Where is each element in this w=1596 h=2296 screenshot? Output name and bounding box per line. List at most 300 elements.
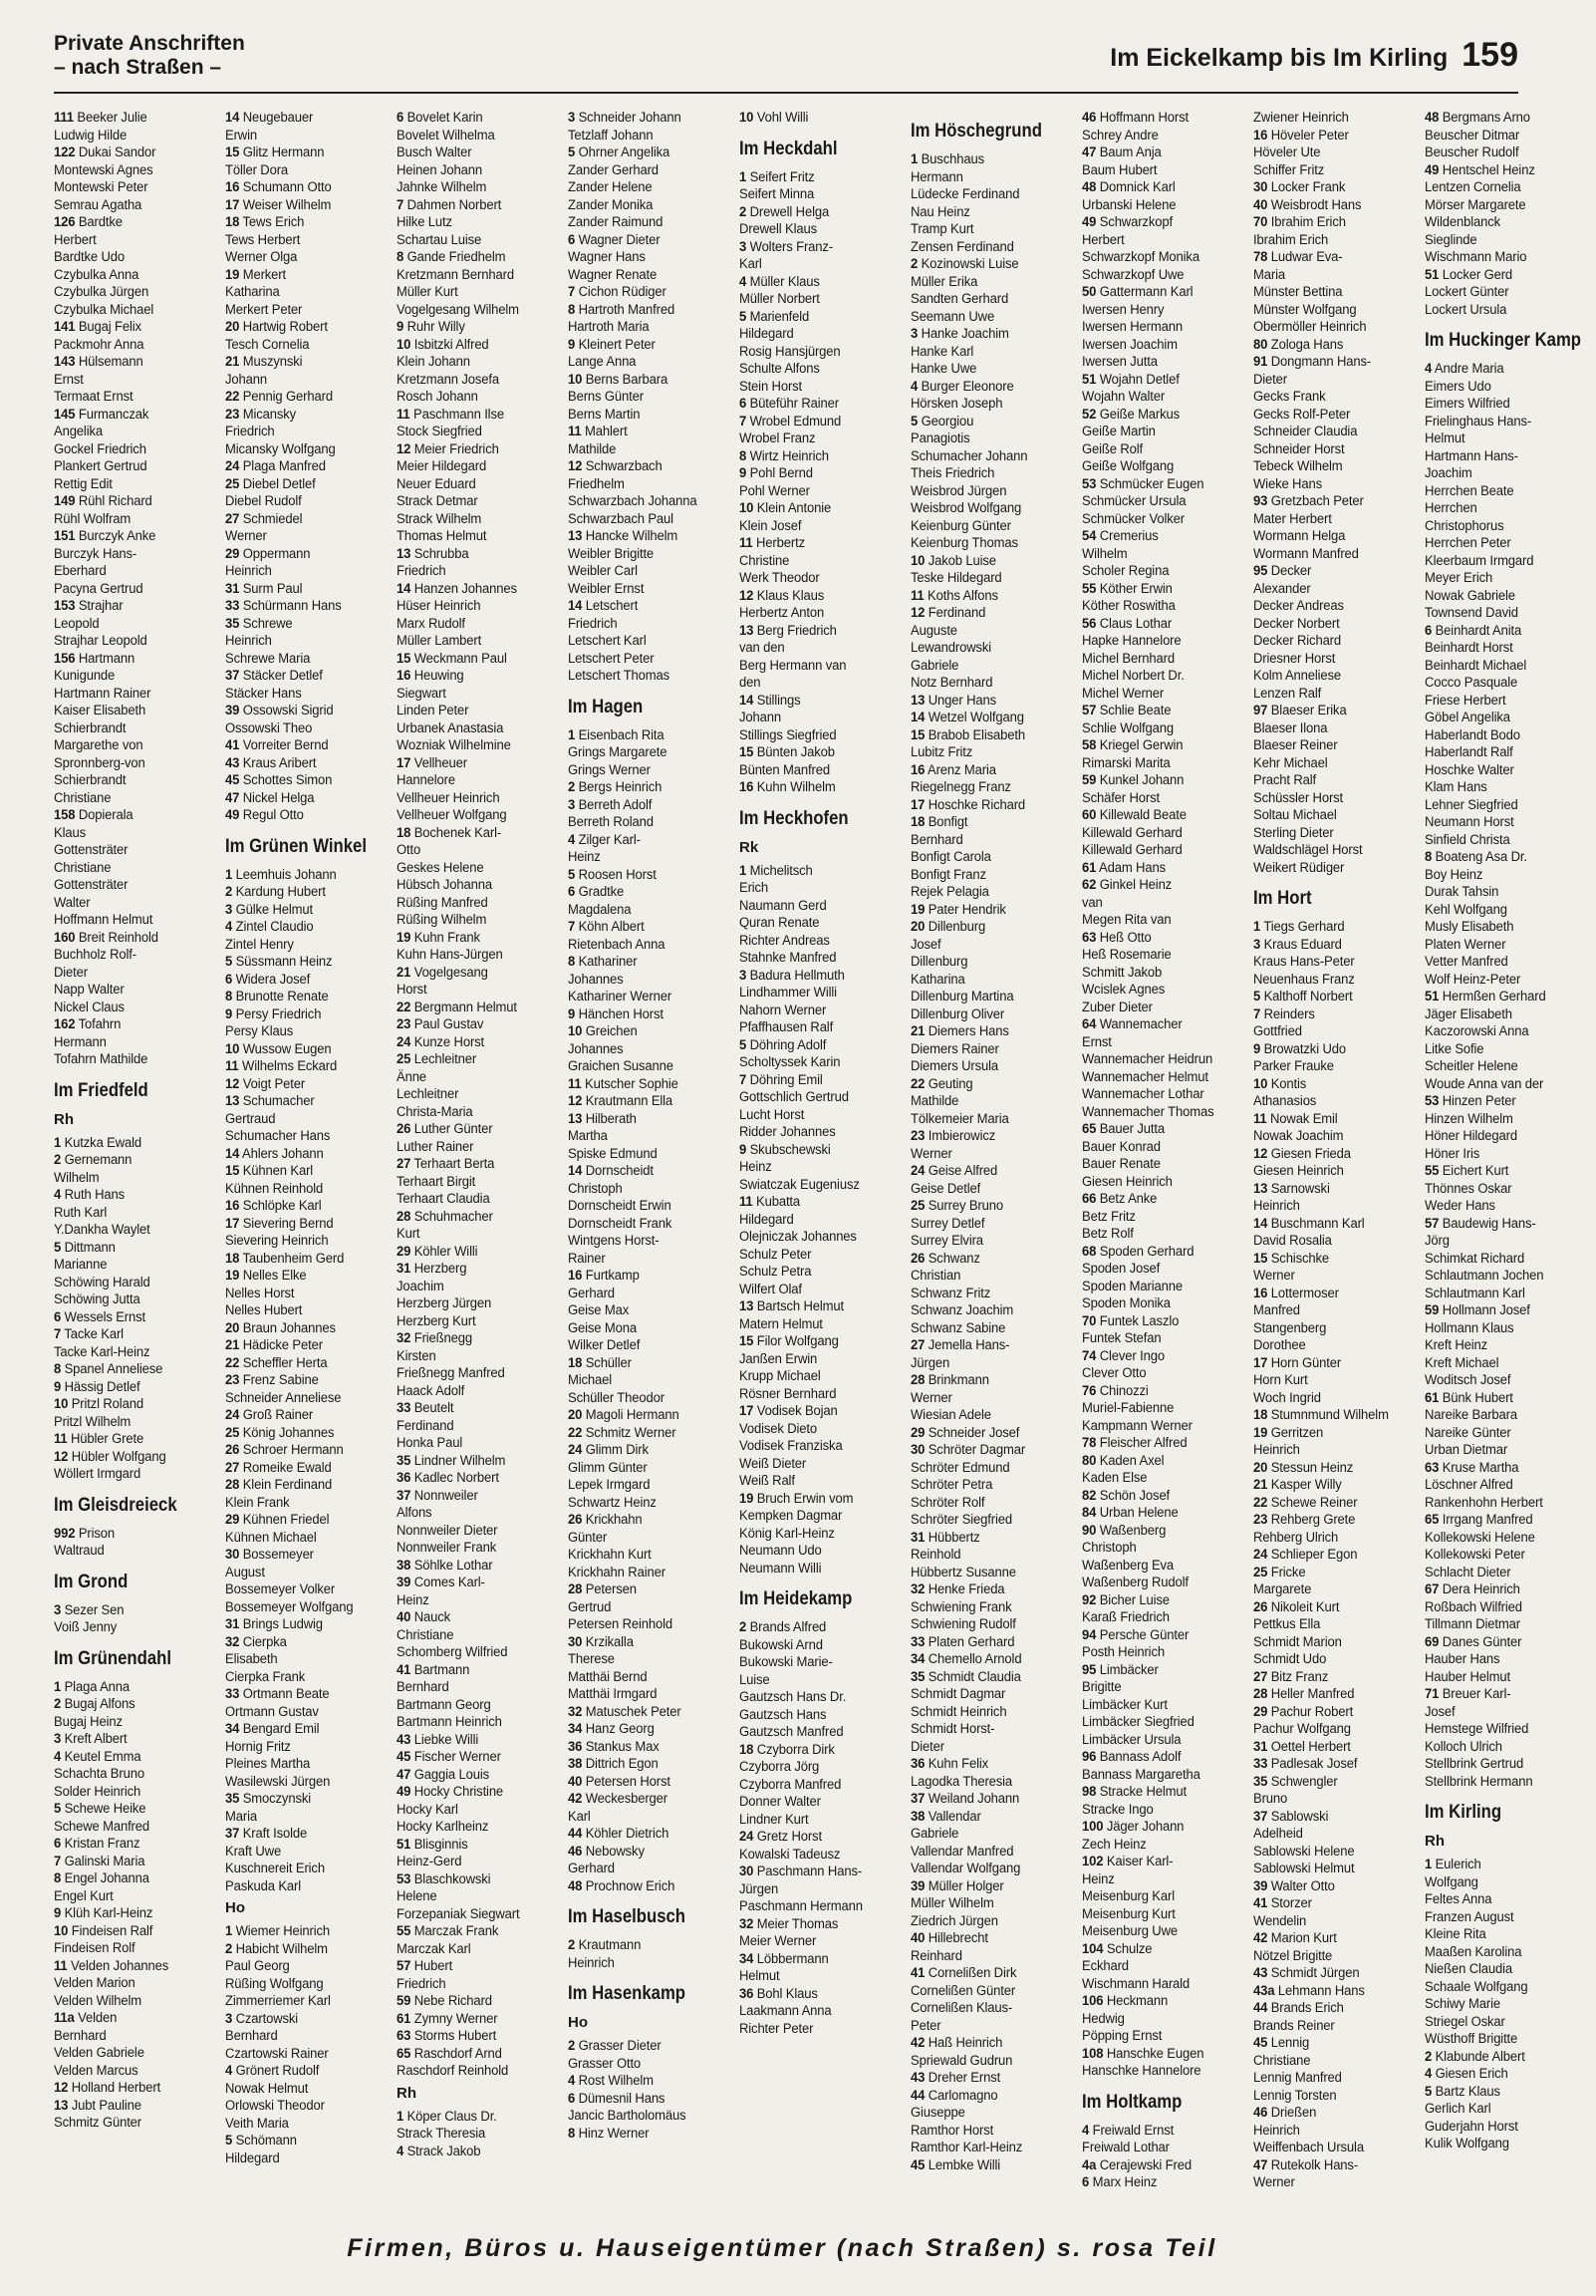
resident-entry: Wojahn Walter: [1082, 389, 1166, 405]
resident-entry: Mathilde: [911, 1093, 959, 1109]
house-number: 7: [1253, 1005, 1261, 1022]
resident-entry: 7 Wrobel Edmund: [739, 413, 842, 430]
resident-entry: Kathariner Werner: [568, 989, 672, 1004]
resident-entry: 39 Comes Karl-: [397, 1575, 485, 1590]
resident-entry: 13 Hilberath: [568, 1110, 637, 1127]
house-number: 18: [911, 814, 926, 830]
resident-entry: Wildenblanck: [1425, 214, 1500, 230]
resident-entry: 153 Strajhar: [54, 598, 124, 614]
resident-entry: 14 Stillings: [739, 692, 801, 709]
house-number: 59: [397, 1993, 411, 2009]
resident-entry: Therese: [568, 1651, 615, 1667]
house-number: 102: [1082, 1854, 1104, 1869]
house-number: 49: [225, 807, 240, 823]
resident-entry: 61 Zymny Werner: [397, 2010, 498, 2027]
resident-entry: Herrchen: [1425, 500, 1477, 516]
resident-entry: Sablowski Helmut: [1253, 1861, 1355, 1876]
resident-entry: 1 Kutzka Ewald: [54, 1134, 142, 1151]
resident-entry: 24 Groß Rainer: [225, 1407, 314, 1423]
resident-entry: Townsend David: [1425, 605, 1518, 621]
resident-entry: Velden Marcus: [54, 2062, 138, 2079]
resident-entry: 23 Frenz Sabine: [225, 1372, 319, 1388]
house-number: 29: [911, 1424, 926, 1441]
resident-entry: van: [1082, 894, 1103, 911]
page-header: [54, 30, 1518, 94]
resident-entry: Karl: [568, 1808, 591, 1825]
resident-entry: Hinzen Wilhelm: [1425, 1110, 1513, 1127]
resident-entry: Zimmerriemer Karl: [225, 1993, 331, 2009]
house-number: 16: [225, 179, 240, 195]
district-code: Ho: [568, 2014, 588, 2031]
resident-entry: Klein Johann: [397, 354, 470, 370]
resident-entry: Lange Anna: [568, 354, 637, 370]
resident-entry: 3 Czartowski: [225, 2010, 299, 2027]
house-number: 97: [1253, 703, 1268, 718]
street-heading: Im Grond: [54, 1571, 129, 1592]
resident-entry: Strajhar Leopold: [54, 633, 147, 649]
resident-entry: Seemann Uwe: [911, 308, 995, 325]
resident-entry: Posth Heinrich: [1082, 1644, 1165, 1660]
resident-entry: 46 Nebowsky: [568, 1843, 645, 1860]
resident-entry: 22 Geuting: [911, 1075, 973, 1092]
resident-entry: 6 Gradtke: [568, 884, 625, 900]
resident-entry: Josef: [911, 936, 941, 953]
resident-entry: Terhaart Birgit: [397, 1173, 476, 1190]
resident-entry: 21 Vogelgesang: [397, 964, 488, 981]
house-number: 16: [225, 1198, 240, 1214]
resident-entry: 19 Merkert: [225, 266, 287, 283]
resident-entry: Elisabeth: [225, 1651, 278, 1667]
resident-entry: Waßenberg Eva: [1082, 1557, 1175, 1574]
resident-entry: Vallendar Manfred: [911, 1843, 1014, 1860]
resident-entry: Lindhammer Willi: [739, 985, 837, 1001]
resident-entry: 24 Kunze Horst: [397, 1033, 485, 1050]
house-number: 55: [397, 1923, 411, 1939]
house-number: 3: [568, 110, 576, 126]
resident-entry: 13 Berg Friedrich: [739, 622, 837, 639]
resident-entry: 11 Herbertz: [739, 535, 805, 551]
resident-entry: Linden Peter: [397, 703, 469, 718]
resident-entry: 14 Letschert: [568, 598, 639, 614]
house-number: 61: [397, 2010, 411, 2027]
resident-entry: 24 Gretz Horst: [739, 1829, 822, 1845]
resident-entry: Surrey Elvira: [911, 1233, 983, 1249]
house-number: 1: [225, 866, 233, 883]
house-number: 151: [54, 528, 76, 544]
resident-entry: Weikert Rüdiger: [1253, 859, 1345, 876]
resident-entry: 39 Ossowski Sigrid: [225, 703, 334, 718]
resident-entry: 5 Schewe Heike: [54, 1801, 146, 1817]
resident-entry: Schwartz Heinz: [568, 1494, 657, 1511]
house-number: 22: [225, 389, 240, 405]
resident-entry: Schmitt Jakob: [1082, 964, 1163, 981]
resident-entry: Martha: [568, 1128, 608, 1144]
resident-entry: 49 Schwarzkopf: [1082, 214, 1173, 230]
directory-column-9: [1425, 110, 1596, 2207]
resident-entry: Hedwig: [1082, 2010, 1125, 2027]
resident-entry: Terhaart Claudia: [397, 1191, 490, 1207]
resident-entry: Jahnke Wilhelm: [397, 179, 487, 195]
resident-entry: 9 Hässig Detlef: [54, 1378, 140, 1395]
house-number: 93: [1253, 493, 1268, 509]
house-number: 3: [911, 326, 919, 342]
house-number: 71: [1425, 1686, 1440, 1702]
resident-entry: 34 Hanz Georg: [568, 1721, 655, 1737]
resident-entry: Soltau Michael: [1253, 807, 1337, 823]
resident-entry: Kühnen Reinhold: [225, 1180, 324, 1197]
house-number: 9: [225, 1005, 233, 1022]
house-number: 57: [397, 1958, 411, 1974]
house-number: 10: [911, 552, 926, 569]
resident-entry: 55 Marczak Frank: [397, 1923, 499, 1939]
resident-entry: 14 Ahlers Johann: [225, 1145, 324, 1162]
resident-entry: Christiane: [1253, 2052, 1311, 2069]
house-number: 11: [397, 406, 410, 423]
resident-entry: Bernhard: [54, 2027, 107, 2044]
resident-entry: Vetter Manfred: [1425, 954, 1508, 970]
house-number: 4: [54, 1187, 62, 1203]
resident-entry: Stein Horst: [739, 378, 803, 395]
resident-entry: Tetzlaff Johann: [568, 127, 654, 144]
resident-entry: Wagner Hans: [568, 249, 646, 265]
resident-entry: Magdalena: [568, 901, 632, 918]
resident-entry: Thomas Helmut: [397, 528, 487, 544]
resident-entry: Meyer Erich: [1425, 570, 1493, 586]
resident-entry: Dillenburg: [911, 954, 968, 970]
resident-entry: Bukowski Marie-: [739, 1654, 833, 1670]
resident-entry: Nareike Günter: [1425, 1424, 1511, 1441]
resident-entry: Stäcker Hans: [225, 685, 302, 702]
resident-entry: Bossemeyer Volker: [225, 1581, 336, 1597]
resident-entry: Richter Peter: [739, 2020, 814, 2037]
resident-entry: Joachim: [1425, 465, 1472, 481]
resident-entry: 29 Oppermann: [225, 545, 311, 562]
resident-entry: 63 Heß Otto: [1082, 929, 1152, 946]
house-number: 15: [739, 744, 754, 760]
resident-entry: Müller Kurt: [397, 284, 458, 300]
house-number: 35: [225, 1791, 240, 1807]
house-number: 6: [1425, 622, 1433, 639]
resident-entry: 17 Hoschke Richard: [911, 796, 1026, 813]
resident-entry: Münster Bettina: [1253, 284, 1343, 300]
resident-entry: Schlautmann Jochen: [1425, 1268, 1544, 1284]
house-number: 8: [397, 249, 404, 265]
resident-entry: Schierbrandt: [54, 719, 127, 736]
house-number: 41: [225, 737, 240, 753]
resident-entry: 6 Widera Josef: [225, 971, 311, 988]
resident-entry: 57 Hubert: [397, 1958, 453, 1974]
house-number: 4: [911, 378, 919, 395]
resident-entry: Bauer Konrad: [1082, 1138, 1161, 1155]
house-number: 53: [1425, 1093, 1440, 1109]
house-number: 33: [225, 598, 240, 614]
resident-entry: 10 Wussow Eugen: [225, 1040, 332, 1057]
resident-entry: 67 Dera Heinrich: [1425, 1581, 1520, 1597]
resident-entry: Berreth Roland: [568, 814, 654, 830]
house-number: 3: [739, 967, 747, 984]
resident-entry: Olejniczak Johannes: [739, 1229, 857, 1245]
resident-entry: Alfons: [397, 1505, 432, 1521]
resident-entry: 45 Schottes Simon: [225, 772, 333, 788]
resident-entry: 8 Engel Johanna: [54, 1870, 149, 1886]
resident-entry: Pfaffhausen Ralf: [739, 1019, 834, 1035]
resident-entry: Heinz-Gerd: [397, 1854, 462, 1869]
resident-entry: Meisenburg Karl: [1082, 1888, 1175, 1904]
resident-entry: Joachim: [397, 1278, 444, 1294]
resident-entry: 4 Burger Eleonore: [911, 378, 1014, 395]
resident-entry: Wormann Helga: [1253, 528, 1346, 544]
resident-entry: Ridder Johannes: [739, 1124, 836, 1140]
house-number: 84: [1082, 1505, 1097, 1521]
resident-entry: 47 Gaggia Louis: [397, 1766, 490, 1783]
resident-entry: 31 Surm Paul: [225, 580, 303, 597]
resident-entry: Nau Heinz: [911, 203, 970, 220]
house-number: 37: [911, 1791, 926, 1807]
resident-entry: 3 Sezer Sen: [54, 1601, 125, 1618]
resident-entry: 28 Klein Ferdinand: [225, 1477, 333, 1493]
resident-entry: Friedhelm: [568, 475, 625, 492]
resident-entry: Schimkat Richard: [1425, 1250, 1525, 1267]
house-number: 19: [911, 901, 926, 918]
resident-entry: Lindner Kurt: [739, 1811, 809, 1828]
resident-entry: 38 Söhlke Lothar: [397, 1557, 493, 1574]
resident-entry: 24 Plaga Manfred: [225, 458, 326, 474]
resident-entry: Woude Anna van der: [1425, 1075, 1544, 1092]
resident-entry: Wannemacher Heidrun: [1082, 1051, 1213, 1067]
house-number: 4: [568, 2073, 576, 2089]
resident-entry: 143 Hülsemann: [54, 354, 143, 370]
resident-entry: Hannelore: [397, 772, 455, 788]
house-number: 41: [1253, 1895, 1268, 1911]
resident-entry: Hildegard: [739, 326, 794, 342]
resident-entry: Eckhard: [1082, 1958, 1129, 1974]
resident-entry: Dieter: [911, 1738, 944, 1755]
resident-entry: Vodisek Franziska: [739, 1438, 843, 1454]
resident-entry: 7 Dahmen Norbert: [397, 196, 502, 213]
resident-entry: Kuschnereit Erich: [225, 1861, 325, 1876]
resident-entry: Tesch Cornelia: [225, 336, 310, 353]
resident-entry: 44 Brands Erich: [1253, 2000, 1344, 2016]
house-number: 19: [225, 266, 240, 283]
resident-entry: 24 Schlieper Egon: [1253, 1547, 1358, 1563]
house-number: 16: [1253, 127, 1268, 144]
resident-entry: Hermann: [911, 168, 963, 185]
resident-entry: 23 Rehberg Grete: [1253, 1512, 1356, 1528]
resident-entry: Kraus Hans-Peter: [1253, 954, 1355, 970]
resident-entry: Hilke Lutz: [397, 214, 452, 230]
resident-entry: 31 Hübbertz: [911, 1529, 980, 1546]
house-number: 992: [54, 1525, 76, 1542]
house-number: 42: [911, 2035, 926, 2051]
resident-entry: Helmut: [1425, 430, 1465, 446]
resident-entry: Lehner Siegfried: [1425, 796, 1518, 813]
resident-entry: Hornig Fritz: [225, 1738, 291, 1755]
resident-entry: Klam Hans: [1425, 779, 1487, 795]
resident-entry: Nickel Claus: [54, 999, 125, 1015]
resident-entry: Micansky Wolfgang: [225, 440, 336, 457]
resident-entry: 40 Weisbrodt Hans: [1253, 196, 1362, 213]
resident-entry: Teske Hildegard: [911, 570, 1002, 586]
resident-entry: 13 Unger Hans: [911, 692, 997, 709]
resident-entry: 149 Rühl Richard: [54, 493, 152, 509]
resident-entry: 45 Fischer Werner: [397, 1749, 501, 1765]
resident-entry: 34 Löbbermann: [739, 1950, 829, 1967]
resident-entry: Gabriele: [911, 657, 959, 674]
resident-entry: 57 Baudewig Hans-: [1425, 1215, 1536, 1232]
resident-entry: Matthäi Bernd: [568, 1668, 648, 1685]
resident-entry: Müller Lambert: [397, 633, 482, 649]
resident-entry: Berns Günter: [568, 389, 644, 405]
resident-entry: Nareike Barbara: [1425, 1407, 1517, 1423]
resident-entry: 11 Kutscher Sophie: [568, 1075, 678, 1092]
resident-entry: Zwiener Heinrich: [1253, 110, 1349, 126]
resident-entry: Spronnberg-von: [54, 754, 145, 771]
resident-entry: Johann: [739, 710, 782, 725]
resident-entry: Herzberg Kurt: [397, 1312, 476, 1329]
resident-entry: Christoph: [568, 1180, 623, 1197]
resident-entry: 3 Kraus Eduard: [1253, 936, 1342, 953]
resident-entry: 11 Paschmann Ilse: [397, 406, 504, 423]
resident-entry: 12 Holland Herbert: [54, 2080, 161, 2096]
resident-entry: Schlie Wolfgang: [1082, 719, 1175, 736]
house-number: 23: [225, 406, 240, 423]
resident-entry: Dieter: [1253, 371, 1287, 388]
house-number: 10: [225, 1040, 240, 1057]
resident-entry: 145 Furmanczak: [54, 406, 149, 423]
house-number: 24: [397, 1033, 411, 1050]
resident-entry: Wieke Hans: [1253, 475, 1322, 492]
house-number: 36: [739, 1985, 754, 2002]
house-number: 20: [568, 1407, 583, 1423]
resident-entry: Czybulka Jürgen: [54, 284, 149, 300]
house-number: 4: [568, 831, 576, 848]
resident-entry: Rüßing Wolfgang: [225, 1975, 324, 1992]
resident-entry: Panagiotis: [911, 430, 970, 446]
resident-entry: Y.Dankha Waylet: [54, 1222, 150, 1238]
resident-entry: 2 Krautmann: [568, 1937, 642, 1953]
directory-column-2: [225, 110, 397, 2207]
resident-entry: 26 Nikoleit Kurt: [1253, 1598, 1340, 1615]
house-number: 47: [397, 1766, 411, 1783]
resident-entry: Pettkus Ella: [1253, 1616, 1321, 1632]
resident-entry: 20 Stessun Heinz: [1253, 1459, 1354, 1476]
house-number: 39: [397, 1575, 411, 1590]
house-number: 65: [1425, 1512, 1440, 1528]
directory-column-1: [54, 110, 225, 2207]
resident-entry: Johann: [225, 371, 268, 388]
resident-entry: Haberlandt Bodo: [1425, 726, 1520, 743]
resident-entry: 23 Micansky: [225, 406, 297, 423]
resident-entry: Haack Adolf: [397, 1382, 465, 1399]
resident-entry: Werner: [911, 1145, 952, 1162]
resident-entry: 10 Findeisen Ralf: [54, 1922, 153, 1939]
house-number: 16: [568, 1268, 583, 1284]
resident-entry: 9 Pohl Bernd: [739, 465, 813, 481]
resident-entry: Vellheuer Wolfgang: [397, 807, 507, 823]
resident-entry: Ernst: [54, 371, 84, 388]
resident-entry: Schöwing Jutta: [54, 1292, 140, 1307]
resident-entry: Waltraud: [54, 1543, 105, 1559]
resident-entry: Löschner Alfred: [1425, 1477, 1513, 1493]
house-number: 26: [397, 1121, 411, 1137]
resident-entry: 65 Irrgang Manfred: [1425, 1512, 1533, 1528]
resident-entry: 11 Velden Johannes: [54, 1957, 169, 1974]
resident-entry: Keienburg Thomas: [911, 535, 1018, 551]
resident-entry: Wannemacher Helmut: [1082, 1068, 1208, 1085]
house-number: 9: [568, 1005, 576, 1022]
resident-entry: Iwersen Henry: [1082, 301, 1165, 318]
resident-entry: 39 Müller Holger: [911, 1877, 1004, 1894]
house-number: 1: [1425, 1857, 1433, 1872]
resident-entry: Horst: [397, 982, 427, 998]
resident-entry: Matern Helmut: [739, 1315, 823, 1332]
house-number: 90: [1082, 1522, 1097, 1539]
house-number: 10: [1253, 1075, 1268, 1092]
house-number: 59: [1425, 1302, 1440, 1318]
resident-entry: Strack Theresia: [397, 2126, 486, 2142]
house-number: 40: [568, 1773, 583, 1790]
house-number: 34: [911, 1651, 926, 1667]
resident-entry: 11 Hübler Grete: [54, 1431, 144, 1447]
resident-entry: Hüser Heinrich: [397, 598, 481, 614]
resident-entry: Napp Walter: [54, 982, 125, 998]
resident-entry: Rettig Edit: [54, 475, 113, 492]
house-number: 44: [568, 1826, 583, 1842]
resident-entry: 37 Weiland Johann: [911, 1791, 1020, 1807]
resident-entry: Nowak Gabriele: [1425, 587, 1515, 604]
house-number: 9: [54, 1905, 62, 1921]
resident-entry: Nötzel Brigitte: [1253, 1947, 1333, 1964]
resident-entry: 22 Bergmann Helmut: [397, 999, 517, 1015]
resident-entry: Johannes: [568, 971, 624, 988]
house-number: 19: [225, 1268, 240, 1284]
house-number: 95: [1082, 1661, 1097, 1678]
resident-entry: 17 Vellheuer: [397, 754, 467, 771]
house-number: 1: [911, 151, 919, 167]
street-heading: Im Haselbusch: [568, 1906, 686, 1927]
resident-entry: 5 Georgiou: [911, 413, 974, 430]
resident-entry: Schröter Siegfried: [911, 1512, 1012, 1528]
house-number: 37: [397, 1487, 411, 1504]
house-number: 15: [739, 1333, 754, 1349]
resident-entry: 30 Krzikalla: [568, 1633, 634, 1650]
resident-entry: 4 Freiwald Ernst: [1082, 2122, 1175, 2139]
house-number: 28: [568, 1581, 583, 1597]
resident-entry: Hildegard: [225, 2150, 280, 2166]
resident-entry: 20 Magoli Hermann: [568, 1407, 679, 1423]
house-number: 7: [739, 413, 747, 430]
resident-entry: Margarethe von: [54, 737, 143, 753]
resident-entry: Neuer Eduard: [397, 475, 476, 492]
resident-entry: 18 Bonfigt: [911, 814, 968, 830]
resident-entry: Helmut: [739, 1968, 780, 1984]
resident-entry: 5 Bartz Klaus: [1425, 2083, 1500, 2100]
resident-entry: Neumann Udo: [739, 1543, 822, 1559]
resident-entry: Töller Dora: [225, 161, 289, 178]
house-number: 4: [1425, 2066, 1433, 2082]
house-number: 28: [911, 1372, 926, 1388]
resident-entry: Schrewe Maria: [225, 650, 311, 667]
resident-entry: 29 Kühnen Friedel: [225, 1512, 330, 1528]
resident-entry: 22 Scheffler Herta: [225, 1354, 328, 1371]
resident-entry: 37 Stäcker Detlef: [225, 668, 323, 684]
resident-entry: 7 Köhn Albert: [568, 919, 645, 935]
resident-entry: 60 Killewald Beate: [1082, 807, 1187, 823]
resident-entry: Gecks Rolf-Peter: [1253, 406, 1351, 423]
section-label: [54, 32, 245, 80]
resident-entry: Czybulka Anna: [54, 266, 139, 283]
resident-entry: Diemers Rainer: [911, 1040, 999, 1057]
